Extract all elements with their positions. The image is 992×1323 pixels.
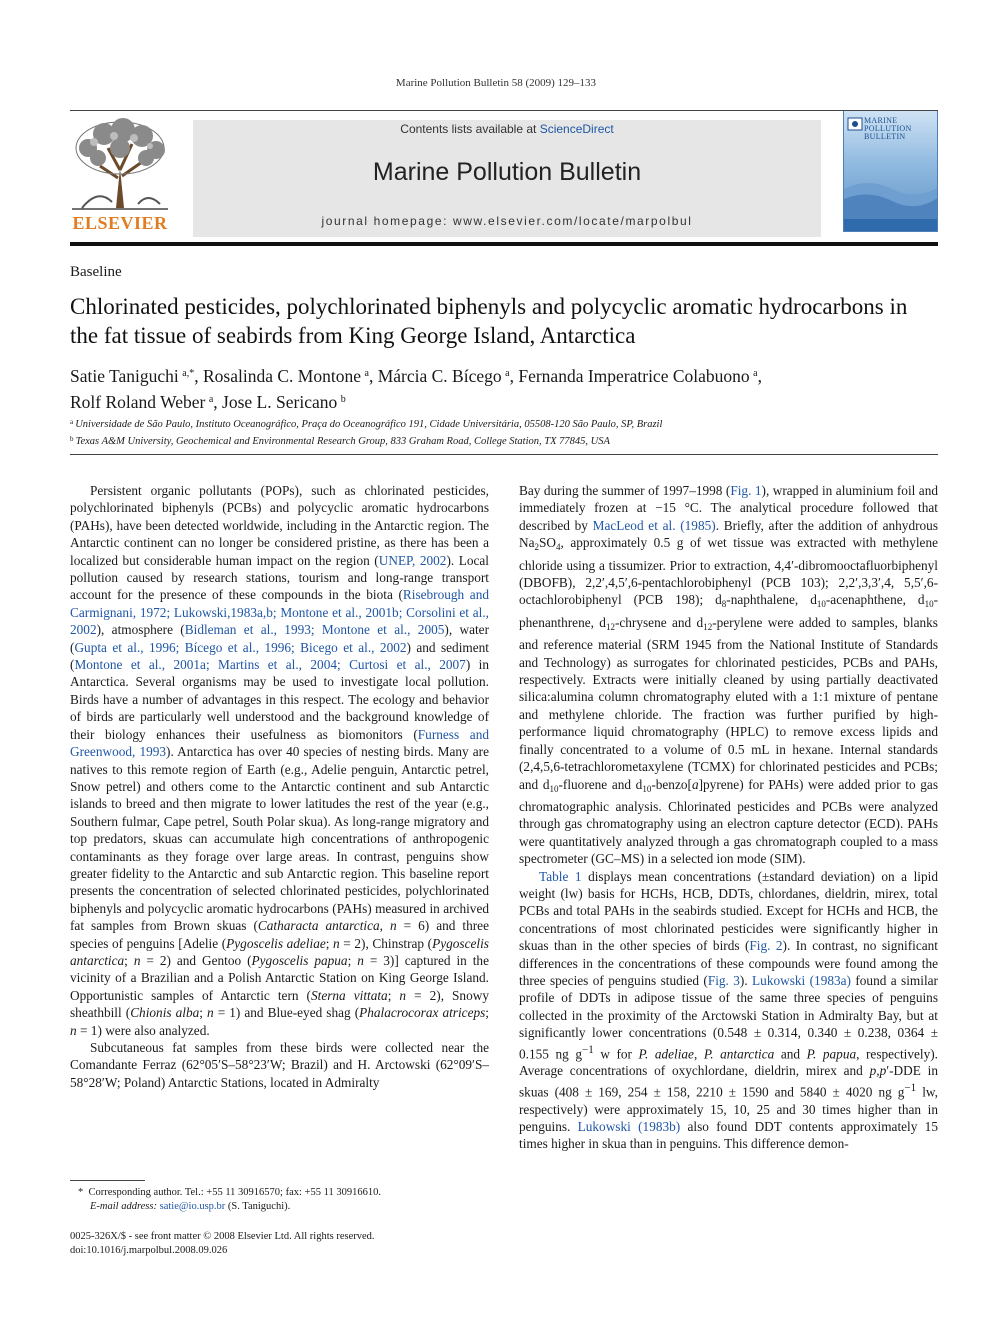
corresponding-author-note: * Corresponding author. Tel.: +55 11 30916570; fax: +55 11 30916610. <box>78 1187 381 1198</box>
footnote-divider <box>70 1180 145 1181</box>
figure-link[interactable]: Fig. 2 <box>749 938 783 954</box>
author-affiliation-mark[interactable]: a <box>505 368 510 379</box>
citation-link[interactable]: Risebrough and Carmignani, 1972; Lukowski,1983a,b; Montone et al., 2001b; Corsolini et al., 2002 <box>70 587 489 638</box>
citation-link[interactable]: UNEP, 2002 <box>378 552 447 568</box>
body-paragraph: Subcutaneous fat samples from these birds were collected near the Comandante Ferraz (62°05′S–58°23′W; Brazil) and H. Arctowski (62°09′S–58°28′W; Poland) Antarctic Stations, located in Admiralty <box>70 1040 489 1090</box>
abstract-divider <box>70 454 938 455</box>
author-name: Márcia C. Bícego <box>377 366 502 386</box>
journal-cover-thumbnail[interactable] <box>843 110 938 232</box>
author-name: Jose L. Sericano <box>222 392 338 412</box>
body-column-right <box>519 482 938 1153</box>
author-affiliation-mark[interactable]: a <box>753 368 758 379</box>
author-affiliation-mark[interactable]: a <box>364 368 369 379</box>
email-link[interactable]: satie@io.usp.br <box>159 1201 226 1212</box>
body-paragraph: Bay during the summer of 1997–1998 (Fig. 1), wrapped in aluminium foil and immediately frozen at −15 °C. The analytical procedure followed that described by MacLeod et al. (1985). Briefly, after the addition of anhydrous $Na_2SO_4$, approximately 0.5 g of wet tissue was extracted with methylene chloride using a tissumizer. Prior to extraction, 4,4′-dibromooctafluorbiphenyl (DBOFB), 2,2′,4,5′,6-pentachlorobiphenyl (PCB 103); 2,2′,3,3′,4, 5,5′,6-octachlorobiphenyl (PCB 198); $d_8$-naphthalene, $d_{10}$-acenaphthene, $d_{10}$-phenanthrene, $d_{12}$-chrysene and $d_{12}$-perylene were added to samples, blanks and reference material (SRM 1945 from the National Institute of Standards and Technology) as surrogates for chlorinated pesticides, PCBs and PAHs, respectively. Extracts were initially cleaned by using partially deactivated silica:alumina column chromatography eluted with a 1:1 mixture of pentane and methylene chloride. The fraction was further purified by high-performance liquid chromatography (HPLC) to remove excess lipids and finally concentrated to a volume of 0.5 mL in hexane. Internal standards (2,4,5,6-tetrachlorometaxylene (TCMX) for chlorinated pesticides and PCBs; and $d_{10}$-fluorene and $d_{10}-benzo[a]pyrene$) for PAHs) were added prior to gas chromatographic analysis. Chlorinated pesticides and PCBs were analyzed through gas chromatography using an electron capture detector (ECD). PAHs were quantitatively analyzed through a gas chromatograph coupled to a mass spectrometer (GC–MS) in a selected ion mode (SIM). <box>519 483 939 867</box>
journal-homepage-link[interactable]: journal homepage: www.elsevier.com/locate/marpolbul <box>321 214 693 228</box>
email-label: E-mail address: <box>90 1201 157 1212</box>
footnote <box>70 1186 490 1214</box>
citation-link[interactable]: Furness and Greenwood, 1993 <box>70 726 489 760</box>
journal-masthead <box>193 120 821 237</box>
elsevier-logo[interactable] <box>68 118 172 236</box>
affiliation-label: a <box>70 418 74 426</box>
affiliations <box>70 415 930 449</box>
author-name: Fernanda Imperatrice Colabuono <box>518 366 750 386</box>
author-name: Rolf Roland Weber <box>70 392 206 412</box>
corresponding-author-text: Corresponding author. Tel.: +55 11 30916570; fax: +55 11 30916610. <box>88 1187 381 1198</box>
author-affiliation-mark[interactable]: b <box>340 394 346 405</box>
author-affiliation-mark[interactable]: a,* <box>182 368 195 379</box>
contents-prefix: Contents lists available at <box>400 122 540 136</box>
email-suffix: (S. Taniguchi). <box>225 1201 291 1212</box>
body-paragraph: Persistent organic pollutants (POPs), such as chlorinated pesticides, polychlorinated biphenyls (PCBs) and polycyclic aromatic hydrocarbons (PAHs), have been detected worldwide, including in the Antarctic region. The Antarctic continent can no longer be considered pristine, as there has been a localized but considerable human impact on the region (UNEP, 2002). Local pollution caused by research stations, tourism and long-range transport account for the presence of these compounds in the biota (Risebrough and Carmignani, 1972; Lukowski,1983a,b; Montone et al., 2001b; Corsolini et al., 2002), atmosphere (Bidleman et al., 1993; Montone et al., 2005), water (Gupta et al., 1996; Bícego et al., 1996; Bicego et al., 2002) and sediment (Montone et al., 2001a; Martins et al., 2004; Curtosi et al., 2007) in Antarctica. Several organisms may be used to investigate local pollution. Birds have a number of advantages in this respect. The ecology and behavior of birds are particularly well understood and the background knowledge of their biology enhances their usefulness as biomonitors (Furness and Greenwood, 1993). Antarctica has over 40 species of nesting birds. Many are natives to this remote region of Earth (e.g., Adelie penguin, Antarctic petrel, Snow petrel) and others come to the Antarctic continent and sub Antarctic islands to breed and then migrate to lower latitudes the rest of the year (e.g., Southern fulmar, Cape petrel, South Polar skua). As long-range migratory and top predators, skuas can accumulate high concentrations of anthropogenic contaminants as they forage over large areas. In contrast, penguins show greater fidelity to the Antarctic and sub Antarctic region. This baseline report presents the concentration of selected chlorinated pesticides, polychlorinated biphenyls and polycyclic aromatic hydrocarbons (PAHs) measured in archived fat samples from Brown skuas (Catharacta antarctica, n = 6) and three species of penguins [Adelie (Pygoscelis adeliae; n = 2), Chinstrap (Pygoscelis antarctica; n = 2) and Gentoo (Pygoscelis papua; n = 3)] captured in the vicinity of a Brazilian and a Polish Antarctic Station on King George Island. Opportunistic samples of Antarctic tern (Sterna vittata; n = 2), Snowy sheathbill (Chionis alba; n = 1) and Blue-eyed shag (Phalacrocorax atriceps; n = 1) were also analyzed. <box>70 483 490 1038</box>
cover-band <box>844 219 938 232</box>
citation-link[interactable]: Bidleman et al., 1993; Montone et al., 2005 <box>184 622 445 638</box>
table-link[interactable]: Table 1 <box>539 868 582 884</box>
citation-link[interactable]: Gupta et al., 1996; Bícego et al., 1996; Bicego et al., 2002 <box>74 639 407 655</box>
body-column-left <box>70 482 489 1091</box>
journal-citation: Marine Pollution Bulletin 58 (2009) 129–133 <box>395 77 597 89</box>
copyright-block <box>70 1230 490 1258</box>
copyright-text: 0025-326X/$ - see front matter © 2008 Elsevier Ltd. All rights reserved. <box>70 1231 375 1242</box>
article-title: Chlorinated pesticides, polychlorinated biphenyls and polycyclic aromatic hydrocarbons in the fat tissue of seabirds from King George Island, Antarctica <box>70 294 908 348</box>
header-rule-bottom <box>70 242 938 246</box>
affiliation-item <box>70 432 930 449</box>
affiliation-item <box>70 415 930 432</box>
sciencedirect-link[interactable]: ScienceDirect <box>539 122 614 136</box>
cover-logo-icon <box>847 117 863 131</box>
contents-line <box>193 122 821 136</box>
elsevier-tree-icon <box>68 118 172 212</box>
author-affiliation-mark[interactable]: a <box>208 394 214 405</box>
citation-link[interactable]: Lukowski (1983b) <box>577 1119 681 1135</box>
body-paragraph: Table 1 displays mean concentrations (±standard deviation) on a lipid weight (lw) basis for HCHs, HCB, DDTs, chlordanes, dieldrin, mirex, total PCBs and total PAHs in the seabirds studied. Except for HCHs and HCB, the concentrations of most chlorinated pesticides were significantly higher in skuas than in the other species of birds (Fig. 2). In contrast, no significant differences in the concentrations of these compounds were found among the three species of penguins studied (Fig. 3). Lukowski (1983a) found a similar profile of DDTs in adipose tissue of the same three species of penguins collected in the proximity of the Arctowski Station in Admiralty Bay, but at significantly lower concentrations (0.548 ± 0.314, 0.340 ± 0.238, 0364 ± 0.155 ng $g^{-1}$ w for P. adeliae, P. antarctica and P. papua, respectively). Average concentrations of oxychlordane, dieldrin, mirex and p,p′-DDE in skuas (408 ± 169, 254 ± 158, 2210 ± 1590 and 5840 ± 4020 ng $g^{-1}$ lw, respectively) were approximately 15, 10, 25 and 30 times higher than in penguins. Lukowski (1983b) also found DDT contents approximately 15 times higher in skua than in penguins. This difference demon- <box>519 868 938 1152</box>
header-rule-top <box>70 110 938 111</box>
affiliation-text: Universidade de São Paulo, Instituto Oceanográfico, Praça do Oceanográfico 191, Cidade Universitária, 05508-120 São Paulo, SP, Brazil <box>75 419 663 430</box>
author-name: Rosalinda C. Montone <box>203 366 361 386</box>
doi-text[interactable]: doi:10.1016/j.marpolbul.2008.09.026 <box>70 1245 228 1256</box>
cover-title: MARINE POLLUTION BULLETIN <box>864 116 912 141</box>
affiliation-label: b <box>70 435 74 443</box>
affiliation-text: Texas A&M University, Geochemical and Environmental Research Group, 833 Graham Road, College Station, TX 77845, USA <box>75 436 610 447</box>
journal-title: Marine Pollution Bulletin <box>372 158 642 186</box>
email-line <box>70 1200 490 1214</box>
citation-link[interactable]: Lukowski (1983a) <box>752 972 851 988</box>
citation-link[interactable]: MacLeod et al. (1985) <box>592 517 716 533</box>
citation-link[interactable]: Montone et al., 2001a; Martins et al., 2004; Curtosi et al., 2007 <box>74 657 466 673</box>
author-list: Satie Taniguchi $^{a,*}$, Rosalinda C. Montone $^a$, Márcia C. Bícego $^a$, Fernanda Imperatrice Colabuono $^a$, Rolf Roland Weber $^a$, Jose L. Sericano $^b$ <box>70 366 762 412</box>
elsevier-wordmark: ELSEVIER <box>72 213 168 233</box>
cover-wave-art <box>844 159 938 219</box>
figure-link[interactable]: Fig. 1 <box>730 483 762 498</box>
section-label: Baseline <box>70 264 122 280</box>
author-name: Satie Taniguchi <box>70 366 179 386</box>
figure-link[interactable]: Fig. 3 <box>707 972 740 988</box>
